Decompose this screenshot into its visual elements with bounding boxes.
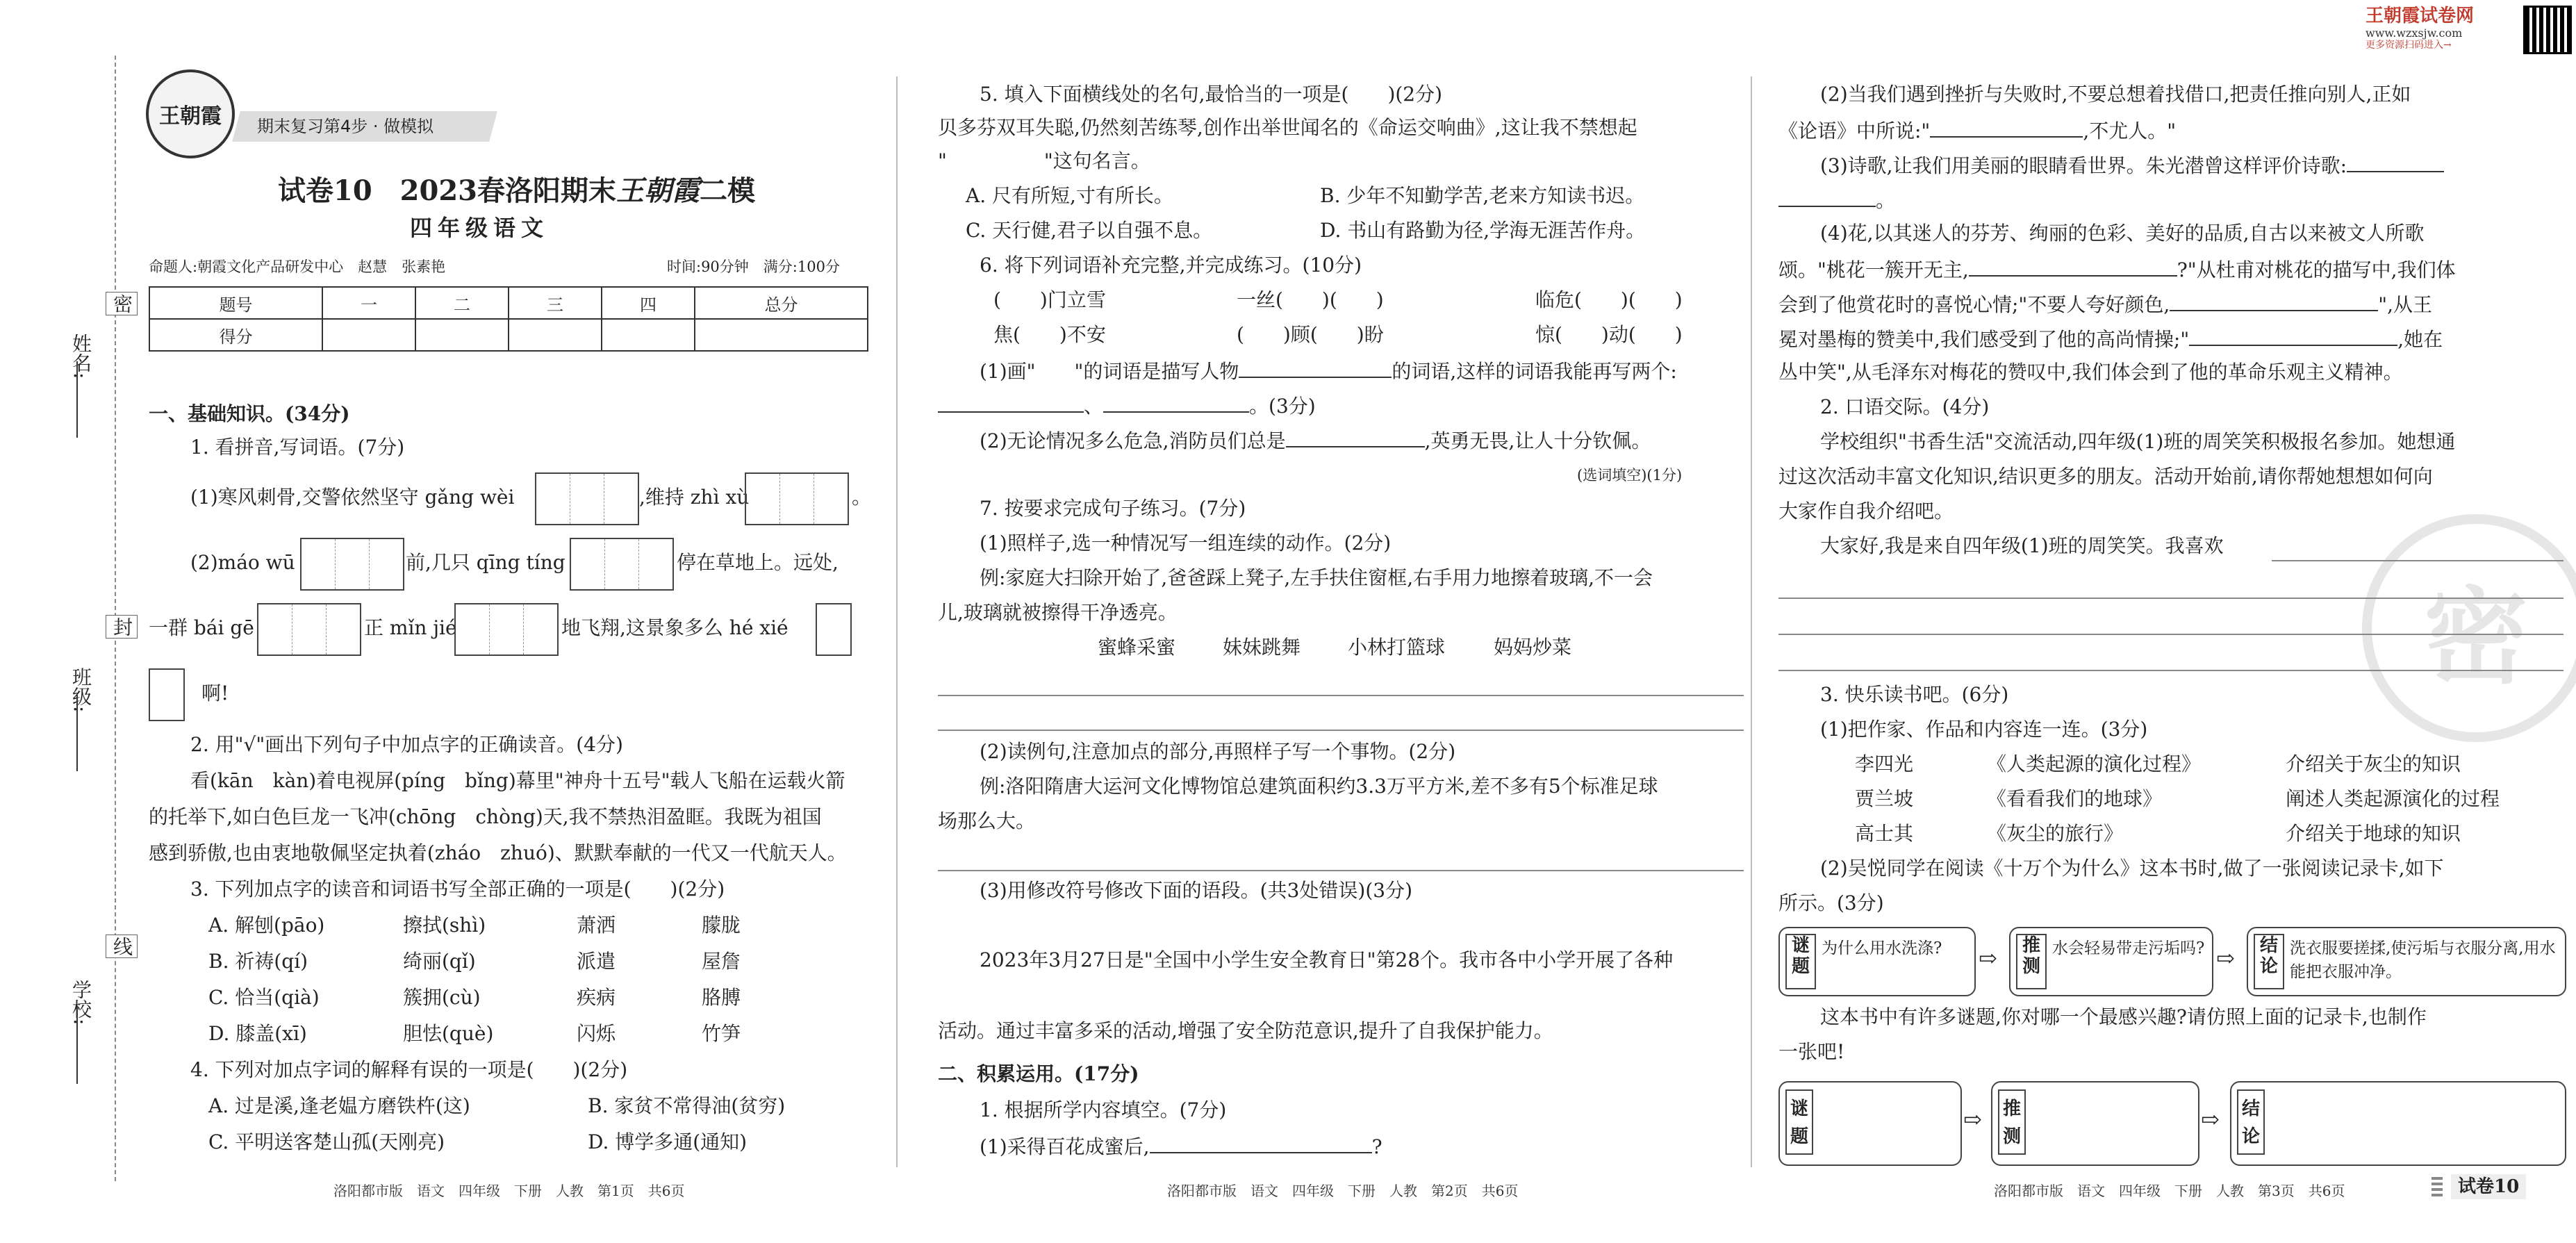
paragraph-text: 2023年3月27日是"全国中小学生安全教育日"第28个。我市各中小学开展了各种 — [980, 948, 1674, 971]
card-tag: 结论 — [2254, 934, 2284, 989]
choice: 妹妹跳舞 — [1223, 636, 1301, 659]
question-text: 看(kān kàn)着电视屏(píng bǐng)幕里"神舟十五号"载人飞船在运载火箭 — [190, 769, 845, 792]
table-cell: 三 — [509, 287, 602, 319]
review-badge: 期末复习第4步 · 做模拟 — [257, 117, 434, 136]
question-text: 会到了他赏花时的喜悦心情;"不要人夸好颜色, ",从王 — [1778, 290, 2432, 318]
question-text: 7. 按要求完成句子练习。(7分) — [980, 497, 1246, 520]
question-text: 1. 根据所学内容填空。(7分) — [980, 1098, 1227, 1121]
question-text: 颂。"桃花一簇开无主, ?"从杜甫对桃花的描写中,我们体 — [1778, 256, 2456, 283]
option: C. 天行健,君子以自强不息。 — [966, 219, 1213, 242]
option: 胳膊 — [702, 986, 741, 1009]
author-item[interactable]: 李四光 — [1855, 752, 1914, 775]
question-text: (1)采得百花成蜜后, ? — [980, 1133, 1382, 1160]
paper-tag: 试卷10 — [2451, 1174, 2526, 1199]
subtitle: 四年级语文 — [410, 215, 550, 241]
pinyin-answer-box[interactable] — [570, 538, 674, 591]
option: 竹笋 — [702, 1022, 741, 1045]
arrow-right-icon: ⇨ — [1979, 945, 1997, 971]
page-title: 试卷10 2023春洛阳期末王朝霞二模 — [278, 174, 755, 207]
option: 闪烁 — [577, 1022, 616, 1045]
question-text: 的托举下,如白色巨龙一飞冲(chōng chòng)天,我不禁热泪盈眶。我既为祖国 — [149, 805, 822, 828]
option: 萧洒 — [577, 914, 616, 937]
question-text: 。 — [1778, 186, 1895, 213]
work-item[interactable]: 《人类起源的演化过程》 — [1987, 752, 2202, 775]
author-item[interactable]: 高士其 — [1855, 822, 1914, 845]
time-limit: 时间:90分钟 满分:100分 — [667, 258, 840, 275]
question-text: 《论语》中所说:" ,不尤人。" — [1778, 117, 2176, 144]
class-label: 班级: — [69, 667, 92, 713]
option: 朦胧 — [702, 914, 741, 937]
answer-blank[interactable] — [2170, 290, 2378, 311]
brand-logo: 王朝霞 — [146, 69, 235, 158]
question-text: 一张吧! — [1778, 1040, 1845, 1063]
score-cell[interactable] — [602, 319, 695, 351]
score-table-header — [149, 287, 868, 319]
question-note: (选词填空)(1分) — [1577, 467, 1683, 484]
answer-blank[interactable] — [1969, 256, 2177, 277]
question-text: 这本书中有许多谜题,你对哪一个最感兴趣?请仿照上面的记录卡,也制作 — [1820, 1005, 2427, 1028]
school-label: 学校: — [69, 980, 92, 1026]
paragraph-text: 过这次活动丰富文化知识,结识更多的朋友。活动开始前,请你帮她想想如何向 — [1778, 465, 2433, 488]
pinyin-answer-box[interactable] — [535, 472, 639, 525]
content-item[interactable]: 介绍关于灰尘的知识 — [2286, 752, 2461, 775]
card-conclusion — [2247, 927, 2566, 996]
question-text: " "这句名言。 — [938, 149, 1150, 172]
card-tag: 谜题 — [1785, 1089, 1813, 1155]
question-text: 3. 快乐读书吧。(6分) — [1820, 683, 2009, 706]
answer-blank[interactable] — [1150, 1133, 1372, 1153]
question-text: 丛中笑",从毛泽东对梅花的赞叹中,我们体会到了他的革命乐观主义精神。 — [1778, 361, 2403, 384]
question-text: (3)用修改符号修改下面的语段。(共3处错误)(3分) — [980, 879, 1412, 902]
answer-blank[interactable] — [1103, 392, 1249, 413]
arrow-right-icon: ⇨ — [2216, 945, 2235, 971]
question-text: 啊! — [201, 682, 229, 705]
seal-mark: 线 — [106, 935, 138, 958]
choice: 妈妈炒菜 — [1494, 636, 1572, 659]
question-text: (3)诗歌,让我们用美丽的眼睛看世界。朱光潜曾这样评价诗歌: — [1820, 151, 2444, 179]
choice: 小林打篮球 — [1348, 636, 1446, 659]
question-text: 4. 下列对加点字词的解释有误的一项是( )(2分) — [190, 1058, 628, 1081]
work-item[interactable]: 《灰尘的旅行》 — [1987, 822, 2124, 845]
blank-card-guess[interactable] — [1991, 1081, 2199, 1166]
question-text: 冕对墨梅的赞美中,我们感受到了他的高尚情操;" ,她在 — [1778, 325, 2443, 352]
paragraph-text: 活动。通过丰富多采的活动,增强了安全防范意识,提升了自我保护能力。 — [938, 1019, 1553, 1042]
question-text: (1)把作家、作品和内容连一连。(3分) — [1820, 718, 2148, 741]
question-text: (2)读例句,注意加点的部分,再照样子写一个事物。(2分) — [980, 740, 1456, 763]
answer-line[interactable] — [1778, 634, 2563, 635]
answer-blank[interactable] — [1930, 117, 2083, 138]
question-text: 前,几只 qīng tíng — [406, 551, 565, 574]
question-text: (2)máo wū — [190, 551, 295, 574]
answer-line[interactable] — [938, 695, 1744, 696]
seal-mark: 密 — [106, 292, 138, 315]
question-text: 贝多芬双耳失聪,仍然刻苦练琴,创作出举世闻名的《命运交响曲》,这让我不禁想起 — [938, 116, 1637, 139]
option: B. 少年不知勤学苦,老来方知读书迟。 — [1320, 184, 1645, 207]
answer-line[interactable] — [2272, 560, 2563, 561]
option: 绮丽(qǐ) — [403, 950, 476, 973]
pinyin-answer-box[interactable] — [454, 603, 559, 656]
question-text: 地飞翔,这景象多么 hé xié — [561, 616, 789, 639]
paragraph-text: 大家好,我是来自四年级(1)班的周笑笑。我喜欢 — [1820, 534, 2224, 557]
work-item[interactable]: 《看看我们的地球》 — [1987, 787, 2163, 810]
watermark-site: 王朝霞试卷网 — [2366, 6, 2475, 26]
pinyin-answer-box[interactable] — [149, 668, 185, 721]
section-heading: 二、积累运用。(17分) — [938, 1062, 1139, 1085]
brand-mark: 王朝霞 — [616, 175, 700, 207]
page-footer: 洛阳都市版 语文 四年级 下册 人教 第3页 共6页 — [1994, 1183, 2345, 1199]
score-cell[interactable] — [322, 319, 415, 351]
question-text: (1)照样子,选一种情况写一组连续的动作。(2分) — [980, 532, 1392, 554]
blank-card-riddle[interactable] — [1778, 1081, 1962, 1166]
page-3 — [1751, 0, 2576, 1243]
card-tag: 推测 — [1998, 1089, 2026, 1155]
table-cell: 四 — [602, 287, 695, 319]
table-cell: 题号 — [149, 287, 322, 319]
watermark-note: 更多资源扫码进入→ — [2366, 40, 2452, 51]
option: D. 书山有路勤为径,学海无涯苦作舟。 — [1320, 219, 1646, 242]
option: 簇拥(cù) — [403, 986, 481, 1009]
card-text: 水会轻易带走污垢吗? — [2052, 939, 2205, 957]
answer-line[interactable] — [938, 730, 1744, 731]
answer-line[interactable] — [1778, 598, 2563, 599]
question-text: (2)吴悦同学在阅读《十万个为什么》这本书时,做了一张阅读记录卡,如下 — [1820, 857, 2444, 880]
option: A. 尺有所短,寸有所长。 — [966, 184, 1173, 207]
seal-stamp-icon: 密 — [2362, 514, 2576, 742]
card-tag: 结论 — [2237, 1089, 2265, 1155]
pinyin-answer-box[interactable] — [745, 472, 849, 525]
choice: 蜜蜂采蜜 — [1098, 636, 1176, 659]
page-footer: 洛阳都市版 语文 四年级 下册 人教 第2页 共6页 — [1167, 1183, 1519, 1199]
question-text: 3. 下列加点字的读音和词语书写全部正确的一项是( )(2分) — [190, 878, 725, 900]
question-text: 2. 用"√"画出下列句子中加点字的正确读音。(4分) — [190, 733, 623, 756]
qr-code-icon — [2523, 6, 2572, 54]
question-text: 。 — [852, 486, 872, 509]
example-text: 儿,玻璃就被擦得干净透亮。 — [938, 601, 1178, 624]
card-text: 为什么用水洗涤? — [1822, 939, 1942, 957]
question-text: (2)无论情况多么危急,消防员们总是 ,英勇无畏,让人十分钦佩。 — [980, 427, 1651, 454]
card-text: 洗衣服要搓揉,使污垢与衣服分离,用水能把衣服冲净。 — [2290, 939, 2556, 981]
content-item[interactable]: 阐述人类起源演化的过程 — [2286, 787, 2500, 810]
card-tag: 推测 — [2016, 934, 2047, 989]
question-text: ,维持 zhì xù — [639, 486, 750, 509]
table-cell: 总分 — [695, 287, 868, 319]
table-cell: 二 — [415, 287, 509, 319]
question-text: 5. 填入下面横线处的名句,最恰当的一项是( )(2分) — [980, 83, 1443, 106]
score-table — [149, 286, 868, 352]
idiom-blank[interactable]: 焦( )不安 — [993, 323, 1106, 346]
example-text: 场那么大。 — [938, 809, 1036, 832]
answer-blank[interactable] — [938, 392, 1084, 413]
idiom-blank[interactable]: 惊( )动( ) — [1535, 323, 1683, 346]
idiom-blank[interactable]: ( )门立雪 — [993, 288, 1106, 311]
paragraph-text: 学校组织"书香生活"交流活动,四年级(1)班的周笑笑积极报名参加。她想通 — [1820, 430, 2456, 453]
table-cell: 得分 — [149, 319, 322, 351]
score-cell[interactable] — [415, 319, 509, 351]
answer-line[interactable] — [938, 870, 1744, 871]
option: B. 祈祷(qí) — [208, 950, 308, 973]
page-1 — [0, 0, 896, 1243]
option: 擦拭(shì) — [403, 914, 486, 937]
question-text: 2. 口语交际。(4分) — [1820, 395, 1990, 418]
question-text: 感到骄傲,也由衷地敬佩坚定执着(zháo zhuó)、默默奉献的一代又一代航天人。 — [149, 841, 847, 864]
option: C. 恰当(qià) — [208, 986, 320, 1009]
seal-mark: 封 — [106, 615, 138, 639]
question-text: (1)画" "的词语是描写人物 的词语,这样的词语我能再写两个: — [980, 357, 1677, 384]
question-text: (4)花,以其迷人的芬芳、绚丽的色彩、美好的品质,自古以来被文人所歌 — [1820, 222, 2425, 245]
author-item[interactable]: 贾兰坡 — [1855, 787, 1914, 810]
answer-blank[interactable] — [1239, 357, 1392, 378]
option: B. 家贫不常得油(贫穷) — [588, 1094, 786, 1117]
answer-blank[interactable] — [2189, 325, 2397, 346]
card-guess — [2009, 927, 2213, 996]
question-text: 所示。(3分) — [1778, 891, 1884, 914]
option: C. 平明送客楚山孤(天刚亮) — [208, 1130, 445, 1153]
score-cell[interactable] — [509, 319, 602, 351]
idiom-blank[interactable]: ( )顾( )盼 — [1237, 323, 1384, 346]
watermark-url: www.wzxsjw.com — [2366, 26, 2463, 40]
footer-pattern — [2431, 1177, 2443, 1196]
option: 屋詹 — [702, 950, 741, 973]
class-field[interactable] — [76, 695, 78, 771]
option: A. 解刨(pāo) — [208, 914, 325, 937]
card-riddle — [1778, 927, 1976, 996]
option: A. 过是溪,逢老媪方磨铁杵(这) — [208, 1094, 470, 1117]
idiom-blank[interactable]: 临危( )( ) — [1535, 288, 1683, 311]
pinyin-answer-box[interactable] — [816, 603, 852, 656]
answer-blank[interactable] — [1286, 427, 1425, 447]
section-heading: 一、基础知识。(34分) — [149, 402, 350, 425]
page-2 — [896, 0, 1751, 1243]
name-field[interactable] — [76, 361, 78, 438]
question-text: 6. 将下列词语补充完整,并完成练习。(10分) — [980, 254, 1362, 277]
example-text: 例:家庭大扫除开始了,爸爸踩上凳子,左手扶住窗框,右手用力地擦着玻璃,不一会 — [980, 566, 1653, 589]
question-text: 正 mǐn jié — [364, 616, 457, 639]
answer-blank[interactable] — [1778, 186, 1876, 207]
blank-card-conclusion[interactable] — [2230, 1081, 2566, 1166]
table-cell: 一 — [322, 287, 415, 319]
question-text: 1. 看拼音,写词语。(7分) — [190, 436, 405, 459]
arrow-right-icon: ⇨ — [1963, 1106, 1982, 1133]
idiom-blank[interactable]: 一丝( )( ) — [1237, 288, 1384, 311]
school-field[interactable] — [76, 1007, 78, 1084]
answer-blank[interactable] — [2347, 151, 2444, 172]
question-text: 、 。(3分) — [938, 392, 1316, 419]
option: 疾病 — [577, 986, 616, 1009]
paragraph-text: 大家作自我介绍吧。 — [1778, 500, 1954, 522]
page-footer: 洛阳都市版 语文 四年级 下册 人教 第1页 共6页 — [333, 1183, 685, 1199]
score-cell[interactable] — [695, 319, 868, 351]
authors: 命题人:朝霞文化产品研发中心 赵慧 张素艳 — [149, 258, 446, 275]
question-text: (1)寒风刺骨,交警依然坚守 gǎng wèi — [190, 486, 515, 509]
question-text: 一群 bái gē — [149, 616, 254, 639]
question-text: (2)当我们遇到挫折与失败时,不要总想着找借口,把责任推向别人,正如 — [1820, 83, 2411, 106]
score-row — [149, 319, 868, 351]
pinyin-answer-box[interactable] — [300, 538, 404, 591]
name-label: 姓名: — [69, 334, 92, 379]
question-text: 停在草地上。远处, — [677, 551, 839, 574]
option: 胆怯(què) — [403, 1022, 494, 1045]
pinyin-answer-box[interactable] — [257, 603, 361, 656]
option: D. 膝盖(xī) — [208, 1022, 307, 1045]
example-text: 例:洛阳隋唐大运河文化博物馆总建筑面积约3.3万平方米,差不多有5个标准足球 — [980, 775, 1658, 798]
content-item[interactable]: 介绍关于地球的知识 — [2286, 822, 2461, 845]
option: D. 博学多通(通知) — [588, 1130, 748, 1153]
card-tag: 谜题 — [1785, 934, 1816, 989]
answer-line[interactable] — [1778, 670, 2563, 671]
option: 派遣 — [577, 950, 616, 973]
arrow-right-icon: ⇨ — [2201, 1106, 2220, 1133]
